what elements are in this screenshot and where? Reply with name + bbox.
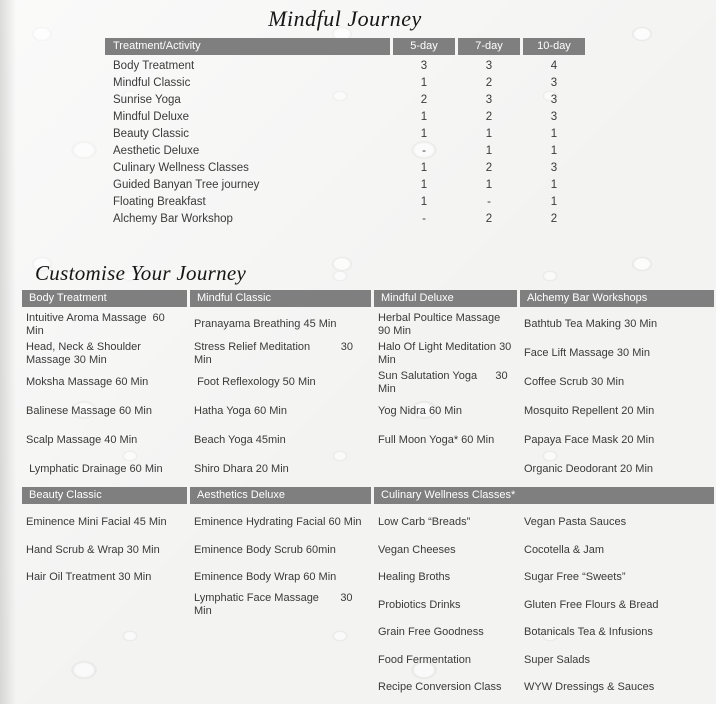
customise-column-mindful-classic — [190, 307, 371, 487]
treatment-item: Cocotella & Jam — [524, 543, 605, 556]
value-7day: 2 — [485, 162, 493, 174]
column-header-mindful-deluxe: Mindful Deluxe — [374, 290, 517, 307]
activity-name: Mindful Classic — [113, 77, 191, 89]
treatment-item: Full Moon Yoga* 60 Min — [378, 434, 495, 446]
treatment-item: Gluten Free Flours & Bread — [524, 598, 659, 611]
customise-table — [22, 290, 714, 702]
treatment-item: Halo Of Light Meditation 30 Min — [378, 340, 515, 366]
column-header-5-day: 5-day — [393, 38, 455, 55]
treatment-item: Recipe Conversion Class — [378, 681, 502, 694]
journey-table-header-row — [105, 38, 585, 55]
treatment-item: Beach Yoga 45min — [194, 434, 286, 446]
treatment-item: Shiro Dhara 20 Min — [194, 463, 289, 475]
treatment-item: Pranayama Breathing 45 Min — [194, 318, 337, 330]
value-7day: 1 — [485, 145, 493, 157]
column-header-alchemy-bar-workshops: Alchemy Bar Workshops — [520, 290, 714, 307]
value-5day: - — [422, 213, 426, 225]
table-row — [105, 194, 585, 211]
treatment-item: Herbal Poultice Massage 90 Min — [378, 311, 504, 337]
customise-column-body-treatment — [22, 307, 187, 487]
value-5day: 3 — [420, 60, 428, 72]
activity-name: Floating Breakfast — [113, 196, 206, 208]
column-header-aesthetics-deluxe: Aesthetics Deluxe — [190, 487, 371, 504]
value-7day: 2 — [485, 213, 493, 225]
value-7day: 2 — [485, 111, 493, 123]
treatment-item: Face Lift Massage 30 Min — [524, 347, 650, 359]
value-7day: 1 — [485, 128, 493, 140]
treatment-item: Super Salads — [524, 653, 591, 666]
value-10day: 1 — [550, 179, 558, 191]
treatment-item: Low Carb “Breads” — [378, 516, 471, 529]
activity-name: Body Treatment — [113, 60, 195, 72]
treatment-item: WYW Dressings & Sauces — [524, 681, 655, 694]
table-row — [105, 92, 585, 109]
value-5day: 1 — [420, 179, 428, 191]
treatment-item: Lymphatic Face Massage 30 Min — [194, 592, 356, 618]
table-row — [105, 177, 585, 194]
value-10day: 1 — [550, 128, 558, 140]
treatment-item: Vegan Cheeses — [378, 543, 456, 556]
treatment-item: Sun Salutation Yoga 30 Min — [378, 369, 511, 395]
treatment-item: Hatha Yoga 60 Min — [194, 405, 287, 417]
value-10day: 4 — [550, 60, 558, 72]
treatment-item: Scalp Massage 40 Min — [26, 434, 138, 446]
treatment-item: Moksha Massage 60 Min — [26, 376, 149, 388]
treatment-item: Stress Relief Meditation 30 Min — [194, 340, 357, 366]
treatment-item: Intuitive Aroma Massage 60 Min — [26, 311, 168, 337]
treatment-item: Probiotics Drinks — [378, 598, 461, 611]
treatment-item: Mosquito Repellent 20 Min — [524, 405, 655, 417]
customise-header-row-2 — [22, 487, 714, 504]
column-header-7-day: 7-day — [458, 38, 520, 55]
treatment-item: Head, Neck & Shoulder Massage 30 Min — [26, 340, 145, 366]
column-header-culinary-wellness-classes: Culinary Wellness Classes* — [374, 487, 714, 504]
customise-column-aesthetics-deluxe — [190, 504, 371, 702]
treatment-item: Vegan Pasta Sauces — [524, 516, 627, 529]
column-header-10-day: 10-day — [523, 38, 585, 55]
table-row — [105, 211, 585, 228]
treatment-item: Grain Free Goodness — [378, 626, 484, 639]
activity-name: Mindful Deluxe — [113, 111, 190, 123]
table-row — [105, 126, 585, 143]
table-row — [105, 58, 585, 75]
column-header-beauty-classic: Beauty Classic — [22, 487, 187, 504]
value-7day: 2 — [485, 77, 493, 89]
value-5day: - — [422, 145, 426, 157]
value-5day: 1 — [420, 77, 428, 89]
column-header-mindful-classic: Mindful Classic — [190, 290, 371, 307]
value-10day: 1 — [550, 145, 558, 157]
treatment-item: Foot Reflexology 50 Min — [194, 376, 316, 388]
table-row — [105, 143, 585, 160]
treatment-item: Lymphatic Drainage 60 Min — [26, 463, 163, 475]
value-10day: 3 — [550, 77, 558, 89]
treatment-item: Eminence Body Scrub 60min — [194, 543, 336, 556]
treatment-item: Food Fermentation — [378, 653, 471, 666]
treatment-item: Botanicals Tea & Infusions — [524, 626, 653, 639]
value-7day: 3 — [485, 60, 493, 72]
value-5day: 1 — [420, 162, 428, 174]
table-row — [105, 75, 585, 92]
value-5day: 1 — [420, 111, 428, 123]
customise-items-row-2 — [22, 504, 714, 702]
value-7day: 3 — [485, 94, 493, 106]
treatment-item: Organic Deodorant 20 Min — [524, 463, 654, 475]
treatment-item: Hand Scrub & Wrap 30 Min — [26, 543, 160, 556]
treatment-item: Bathtub Tea Making 30 Min — [524, 318, 658, 330]
page-title: Mindful Journey — [268, 6, 422, 31]
column-header-treatment-activity: Treatment/Activity — [105, 38, 390, 55]
treatment-item: Sugar Free “Sweets” — [524, 571, 626, 584]
mindful-journey-table — [105, 38, 585, 228]
activity-name: Sunrise Yoga — [113, 94, 181, 106]
customise-column-alchemy-bar-workshops — [520, 307, 714, 487]
column-header-body-treatment: Body Treatment — [22, 290, 187, 307]
value-5day: 2 — [420, 94, 428, 106]
treatment-item: Eminence Hydrating Facial 60 Min — [194, 516, 362, 529]
value-10day: 3 — [550, 111, 558, 123]
activity-name: Alchemy Bar Workshop — [113, 213, 233, 225]
treatment-item: Coffee Scrub 30 Min — [524, 376, 625, 388]
value-7day: - — [487, 196, 491, 208]
treatment-item: Yog Nidra 60 Min — [378, 405, 462, 417]
journey-table-body — [105, 58, 585, 228]
customise-column-culinary-right — [520, 504, 714, 702]
treatment-item: Hair Oil Treatment 30 Min — [26, 571, 152, 584]
value-10day: 3 — [550, 94, 558, 106]
treatment-item: Balinese Massage 60 Min — [26, 405, 152, 417]
treatment-item: Eminence Mini Facial 45 Min — [26, 516, 167, 529]
activity-name: Guided Banyan Tree journey — [113, 179, 260, 191]
value-10day: 3 — [550, 162, 558, 174]
value-5day: 1 — [420, 196, 428, 208]
customise-header-row-1 — [22, 290, 714, 307]
treatment-item: Eminence Body Wrap 60 Min — [194, 571, 337, 584]
customise-column-beauty-classic — [22, 504, 187, 702]
treatment-item: Healing Broths — [378, 571, 451, 584]
customise-items-row-1 — [22, 307, 714, 487]
activity-name: Beauty Classic — [113, 128, 190, 140]
value-5day: 1 — [420, 128, 428, 140]
customise-column-culinary-left — [374, 504, 517, 702]
value-7day: 1 — [485, 179, 493, 191]
value-10day: 2 — [550, 213, 558, 225]
table-row — [105, 160, 585, 177]
activity-name: Culinary Wellness Classes — [113, 162, 249, 174]
activity-name: Aesthetic Deluxe — [113, 145, 200, 157]
customise-section-title: Customise Your Journey — [35, 261, 247, 285]
table-row — [105, 109, 585, 126]
customise-column-mindful-deluxe — [374, 307, 517, 487]
treatment-item: Papaya Face Mask 20 Min — [524, 434, 655, 446]
value-10day: 1 — [550, 196, 558, 208]
